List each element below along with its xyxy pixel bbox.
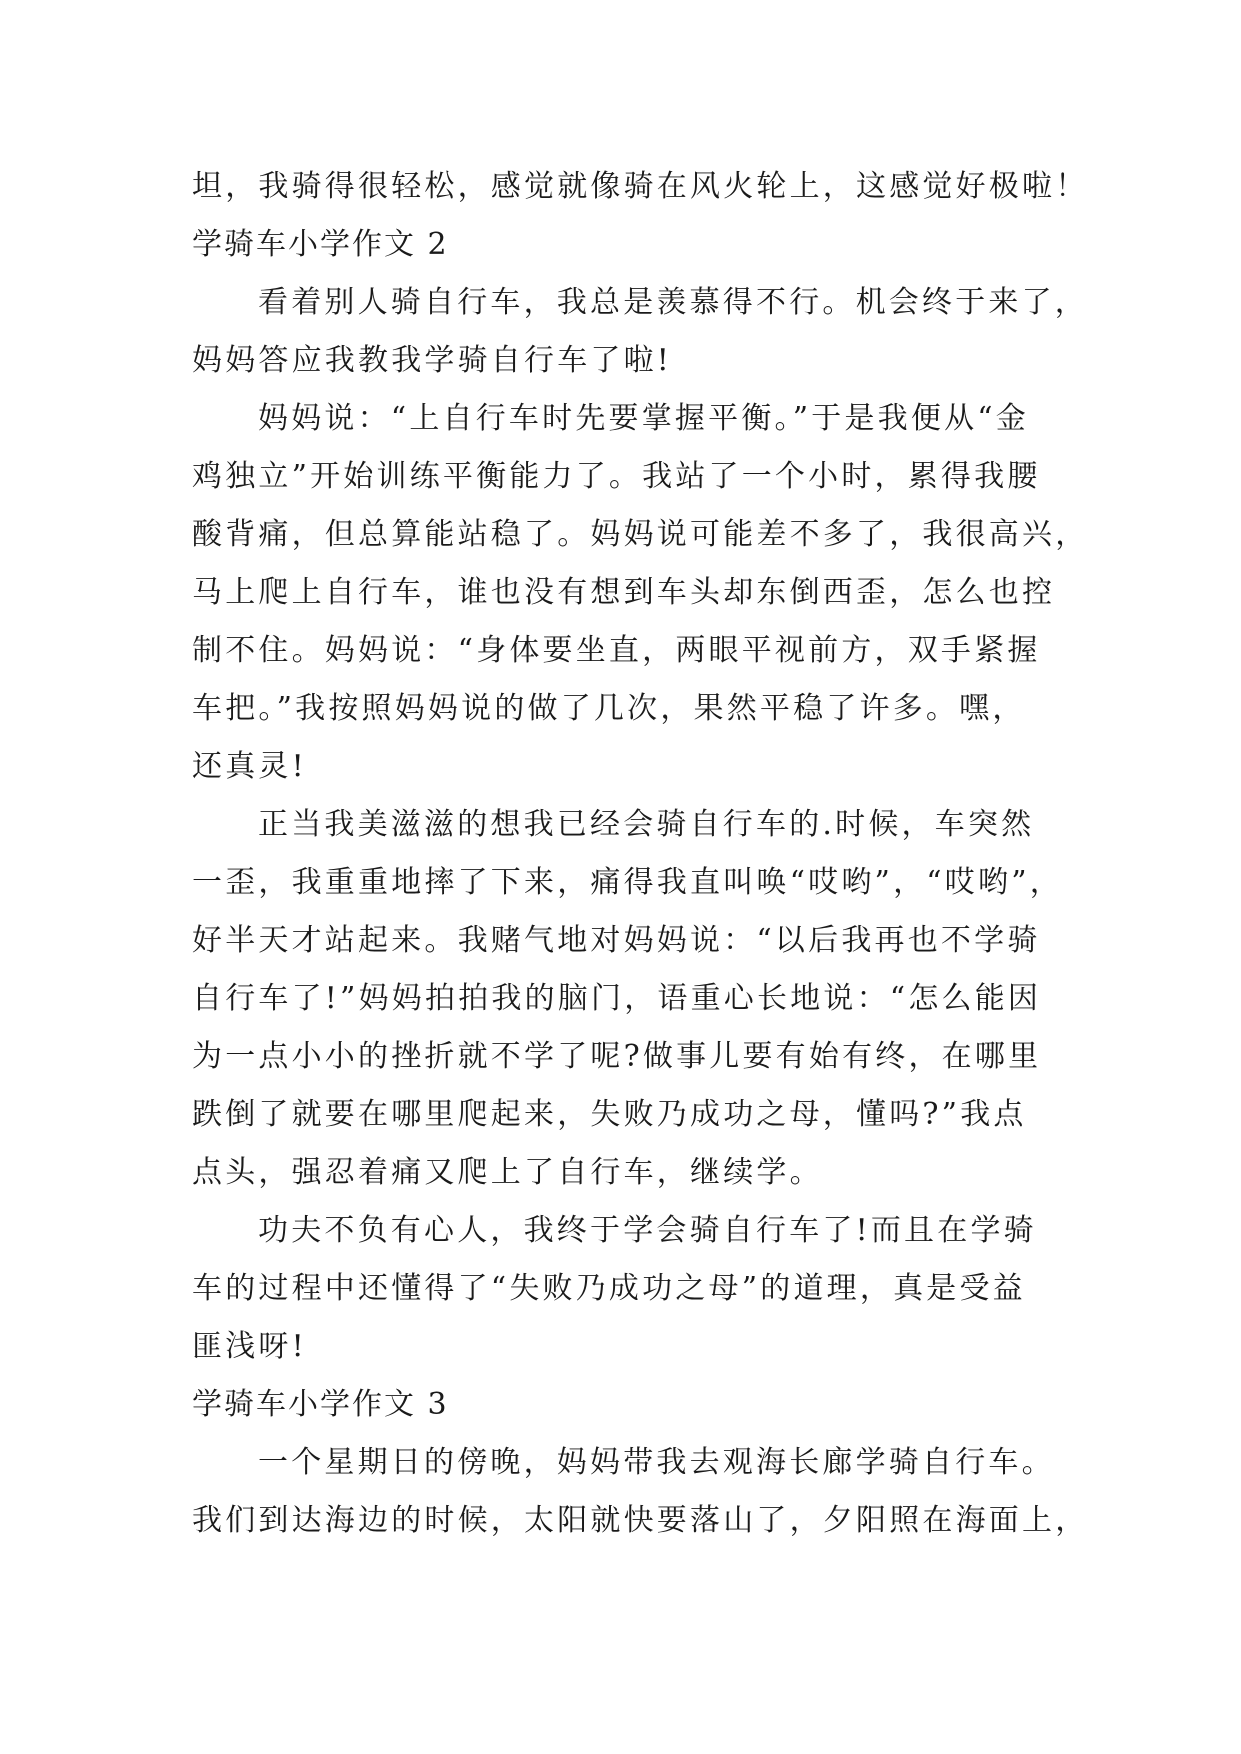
text-line: 一个星期日的傍晚，妈妈带我去观海长廊学骑自行车。 (258, 1445, 1055, 1480)
text-line: 好半天才站起来。我赌气地对妈妈说：“以后我再也不学骑 (192, 923, 1041, 958)
text-line: 还真灵! (192, 749, 307, 784)
text-line: 我们到达海边的时候，太阳就快要落山了，夕阳照在海面上， (192, 1503, 1089, 1538)
text-line: 酸背痛，但总算能站稳了。妈妈说可能差不多了，我很高兴， (192, 517, 1089, 552)
text-line: 跌倒了就要在哪里爬起来，失败乃成功之母，懂吗?”我点 (192, 1097, 1027, 1132)
text-line: 正当我美滋滋的想我已经会骑自行车的.时候，车突然 (258, 807, 1035, 842)
document-page (192, 158, 1089, 1550)
section-heading: 学骑车小学作文 3 (192, 1387, 449, 1422)
text-line: 制不住。妈妈说：“身体要坐直，两眼平视前方，双手紧握 (192, 633, 1041, 668)
text-line: 车把。”我按照妈妈说的做了几次，果然平稳了许多。嘿， (192, 691, 1026, 726)
text-line: 车的过程中还懂得了“失败乃成功之母”的道理，真是受益 (192, 1271, 1026, 1306)
text-line: 一歪，我重重地摔了下来，痛得我直叫唤“哎哟”，“哎哟”， (192, 865, 1063, 900)
text-line: 自行车了!”妈妈拍拍我的脑门，语重心长地说：“怎么能因 (192, 981, 1042, 1016)
text-line: 妈妈说：“上自行车时先要掌握平衡。”于是我便从“金 (258, 401, 1030, 436)
text-line: 坦，我骑得很轻松，感觉就像骑在风火轮上，这感觉好极啦！ (192, 169, 1089, 204)
text-line: 匪浅呀! (192, 1329, 307, 1364)
text-line: 马上爬上自行车，谁也没有想到车头却东倒西歪，怎么也控 (192, 575, 1056, 610)
text-line: 功夫不负有心人，我终于学会骑自行车了!而且在学骑 (258, 1213, 1037, 1248)
text-line: 为一点小小的挫折就不学了呢?做事儿要有始有终，在哪里 (192, 1039, 1042, 1074)
section-heading: 学骑车小学作文 2 (192, 227, 449, 262)
text-line: 看着别人骑自行车，我总是羡慕得不行。机会终于来了， (258, 285, 1088, 320)
text-line: 妈妈答应我教我学骑自行车了啦! (192, 343, 673, 378)
text-line: 鸡独立”开始训练平衡能力了。我站了一个小时，累得我腰 (192, 459, 1041, 494)
text-line: 点头，强忍着痛又爬上了自行车，继续学。 (192, 1155, 823, 1190)
